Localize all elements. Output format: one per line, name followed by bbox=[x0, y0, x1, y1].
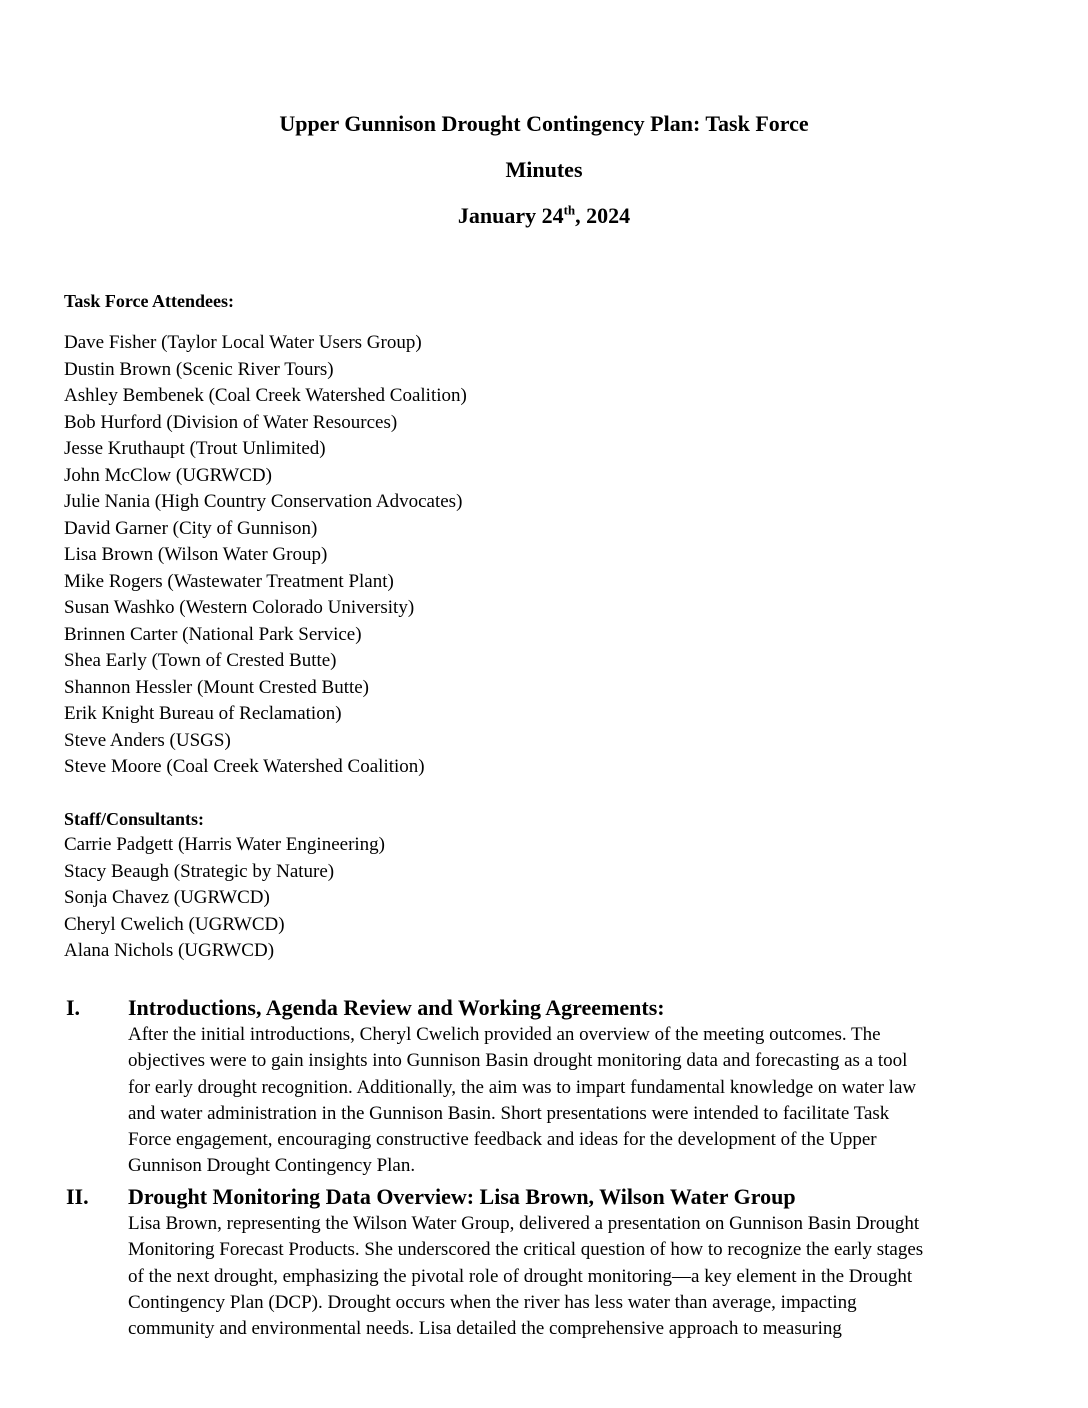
attendees-heading: Task Force Attendees: bbox=[64, 291, 234, 311]
staff-list bbox=[64, 832, 385, 965]
attendee-item: Shannon Hessler (Mount Crested Butte) bbox=[64, 676, 370, 698]
body-line: After the initial introductions, Cheryl Cwelich provided an overview of the meeting outcomes. The bbox=[128, 1024, 881, 1045]
staff-item: Cheryl Cwelich (UGRWCD) bbox=[64, 913, 285, 935]
staff-item: Sonja Chavez (UGRWCD) bbox=[64, 887, 270, 908]
agenda-number: II. bbox=[66, 1184, 89, 1209]
attendees-list bbox=[64, 330, 467, 781]
meeting-date-main: January 24 bbox=[457, 203, 564, 228]
agenda-number: I. bbox=[66, 995, 81, 1020]
staff-item: Carrie Padgett (Harris Water Engineering) bbox=[64, 834, 385, 855]
body-line: for early drought recognition. Additionally, the aim was to impart fundamental knowledge on water law bbox=[128, 1076, 917, 1098]
body-line: objectives were to gain insights into Gunnison Basin drought monitoring data and forecasting as a tool bbox=[128, 1050, 908, 1072]
agenda-body bbox=[128, 1211, 1028, 1342]
body-line: community and environmental needs. Lisa detailed the comprehensive approach to measuring bbox=[128, 1318, 842, 1340]
attendee-item: Mike Rogers (Wastewater Treatment Plant) bbox=[64, 570, 394, 592]
staff-item: Alana Nichols (UGRWCD) bbox=[64, 940, 275, 961]
attendee-item: Steve Anders (USGS) bbox=[64, 729, 231, 751]
document-subtitle: Minutes bbox=[505, 157, 583, 182]
body-line: of the next drought, emphasizing the pivotal role of drought monitoring—a key element in the Drought bbox=[128, 1265, 913, 1287]
attendee-item: Susan Washko (Western Colorado University) bbox=[64, 597, 415, 618]
attendee-item: Ashley Bembenek (Coal Creek Watershed Coalition) bbox=[64, 385, 467, 406]
attendee-item: Dustin Brown (Scenic River Tours) bbox=[64, 358, 334, 380]
attendee-item: John McClow (UGRWCD) bbox=[64, 464, 272, 486]
attendee-item: Dave Fisher (Taylor Local Water Users Group) bbox=[64, 332, 422, 353]
attendee-item: Steve Moore (Coal Creek Watershed Coalition) bbox=[64, 756, 425, 777]
attendee-item: Shea Early (Town of Crested Butte) bbox=[64, 650, 337, 671]
body-line: Contingency Plan (DCP). Drought occurs when the river has less water than average, impacting bbox=[128, 1291, 857, 1313]
attendee-item: Erik Knight Bureau of Reclamation) bbox=[64, 703, 342, 724]
agenda-heading: Drought Monitoring Data Overview: Lisa Brown, Wilson Water Group bbox=[128, 1184, 796, 1209]
body-line: and water administration in the Gunnison Basin. Short presentations were intended to facilitate Task bbox=[128, 1102, 890, 1124]
document-title: Upper Gunnison Drought Contingency Plan: Task Force bbox=[279, 111, 809, 136]
staff-heading: Staff/Consultants: bbox=[64, 809, 205, 829]
attendee-item: Brinnen Carter (National Park Service) bbox=[64, 623, 362, 645]
body-line: Gunnison Drought Contingency Plan. bbox=[128, 1155, 416, 1177]
meeting-date-year: , 2024 bbox=[575, 203, 631, 228]
staff-item: Stacy Beaugh (Strategic by Nature) bbox=[64, 860, 335, 882]
attendee-item: Jesse Kruthaupt (Trout Unlimited) bbox=[64, 438, 326, 459]
body-line: Lisa Brown, representing the Wilson Water Group, delivered a presentation on Gunnison Basin Drought bbox=[128, 1213, 920, 1234]
meeting-date bbox=[0, 203, 1088, 229]
attendee-item: Bob Hurford (Division of Water Resources) bbox=[64, 411, 398, 433]
attendee-item: Lisa Brown (Wilson Water Group) bbox=[64, 544, 328, 565]
meeting-date-ordinal: th bbox=[563, 202, 576, 218]
body-line: Force engagement, encouraging constructive feedback and ideas for the development of the Upper bbox=[128, 1129, 877, 1151]
body-line: Monitoring Forecast Products. She underscored the critical question of how to recognize the early stages bbox=[128, 1239, 924, 1261]
attendee-item: Julie Nania (High Country Conservation Advocates) bbox=[64, 491, 463, 512]
agenda-heading: Introductions, Agenda Review and Working Agreements: bbox=[128, 995, 665, 1020]
agenda-body bbox=[128, 1022, 1028, 1180]
attendee-item: David Garner (City of Gunnison) bbox=[64, 517, 318, 539]
